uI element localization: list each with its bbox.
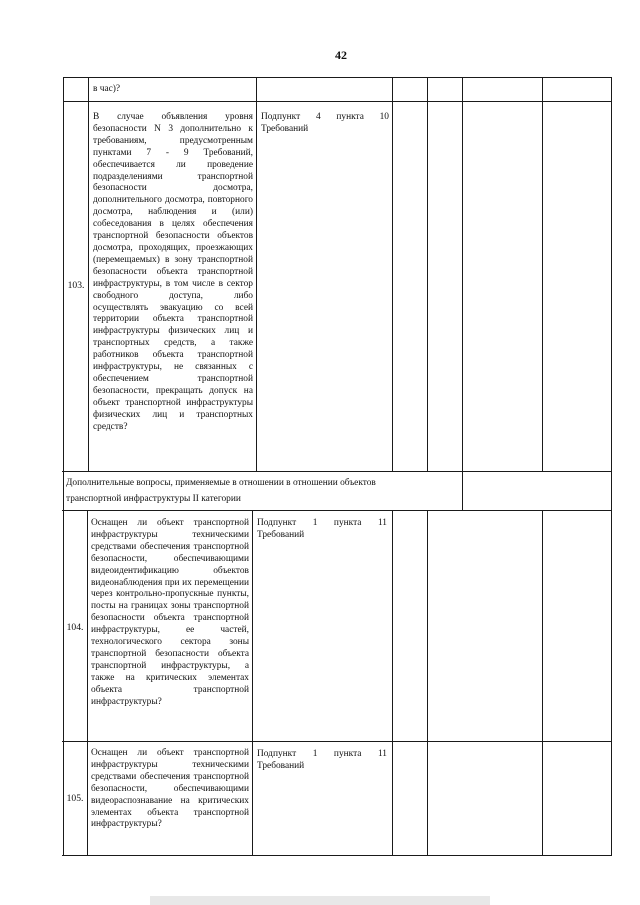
scan-edge [150,896,490,905]
table-row-reference: Подпункт 1 пункта 11 Требований [257,749,387,771]
table-row-question: Оснащен ли объект транспортной инфраструктуры техническими средствами обеспечения транспортной безопасности, обеспечивающими видеораспознавание на критических элементах объекта транспортной инфраструктуры? [91,748,249,830]
table-row-question: в час)? [93,84,121,94]
table-row-reference: Подпункт 4 пункта 10 Требований [261,112,389,134]
table-row-question: Оснащен ли объект транспортной инфраструктуры техническими средствами обеспечения транспортной безопасности, обеспечивающими видеоидентификацию объектов видеонаблюдения при их перемещении через контрольно-пропускные пункты, посты на границах зоны транспортной безопасности объекта транспортной инфраструктуры, ее частей, технологического сектора зоны транспортной безопасности объекта транспортной инфраструктуры, а также на критических элементах объекта транспортной инфраструктуры? [91,518,249,707]
table-row-number: 105. [66,793,84,804]
table-row-number: 104. [66,622,84,633]
table-row-question: В случае объявления уровня безопасности N 3 дополнительно к требованиям, предусмотренным пунктами 7 - 9 Требований, обеспечивается ли проведение подразделениями транспортной безопасности досмотра, дополнительного досмотра, повторного досмотра, наблюдения и (или) собеседования в целях обеспечения транспортной безопасности объектов досмотра, проходящих, проезжающих (перемещаемых) в зону транспортной безопасности объекта транспортной инфраструктуры, в том числе в сектор свободного доступа, либо осуществлять эвакуацию со всей территории объекта транспортной инфраструктуры физических лиц и транспортных средств, а также работников объекта транспортной инфраструктуры, не связанных с обеспечением транспортной безопасности, прекращать допуск на объект транспортной инфраструктуры физических лиц и транспортных средств? [93,112,253,432]
table-row-reference: Подпункт 1 пункта 11 Требований [257,518,387,540]
table-row-number: 103. [67,280,85,291]
page-number: 42 [335,48,347,62]
section-header: Дополнительные вопросы, применяемые в отношении в отношении объектов транспортной инфраструктуры II категории [66,478,376,504]
